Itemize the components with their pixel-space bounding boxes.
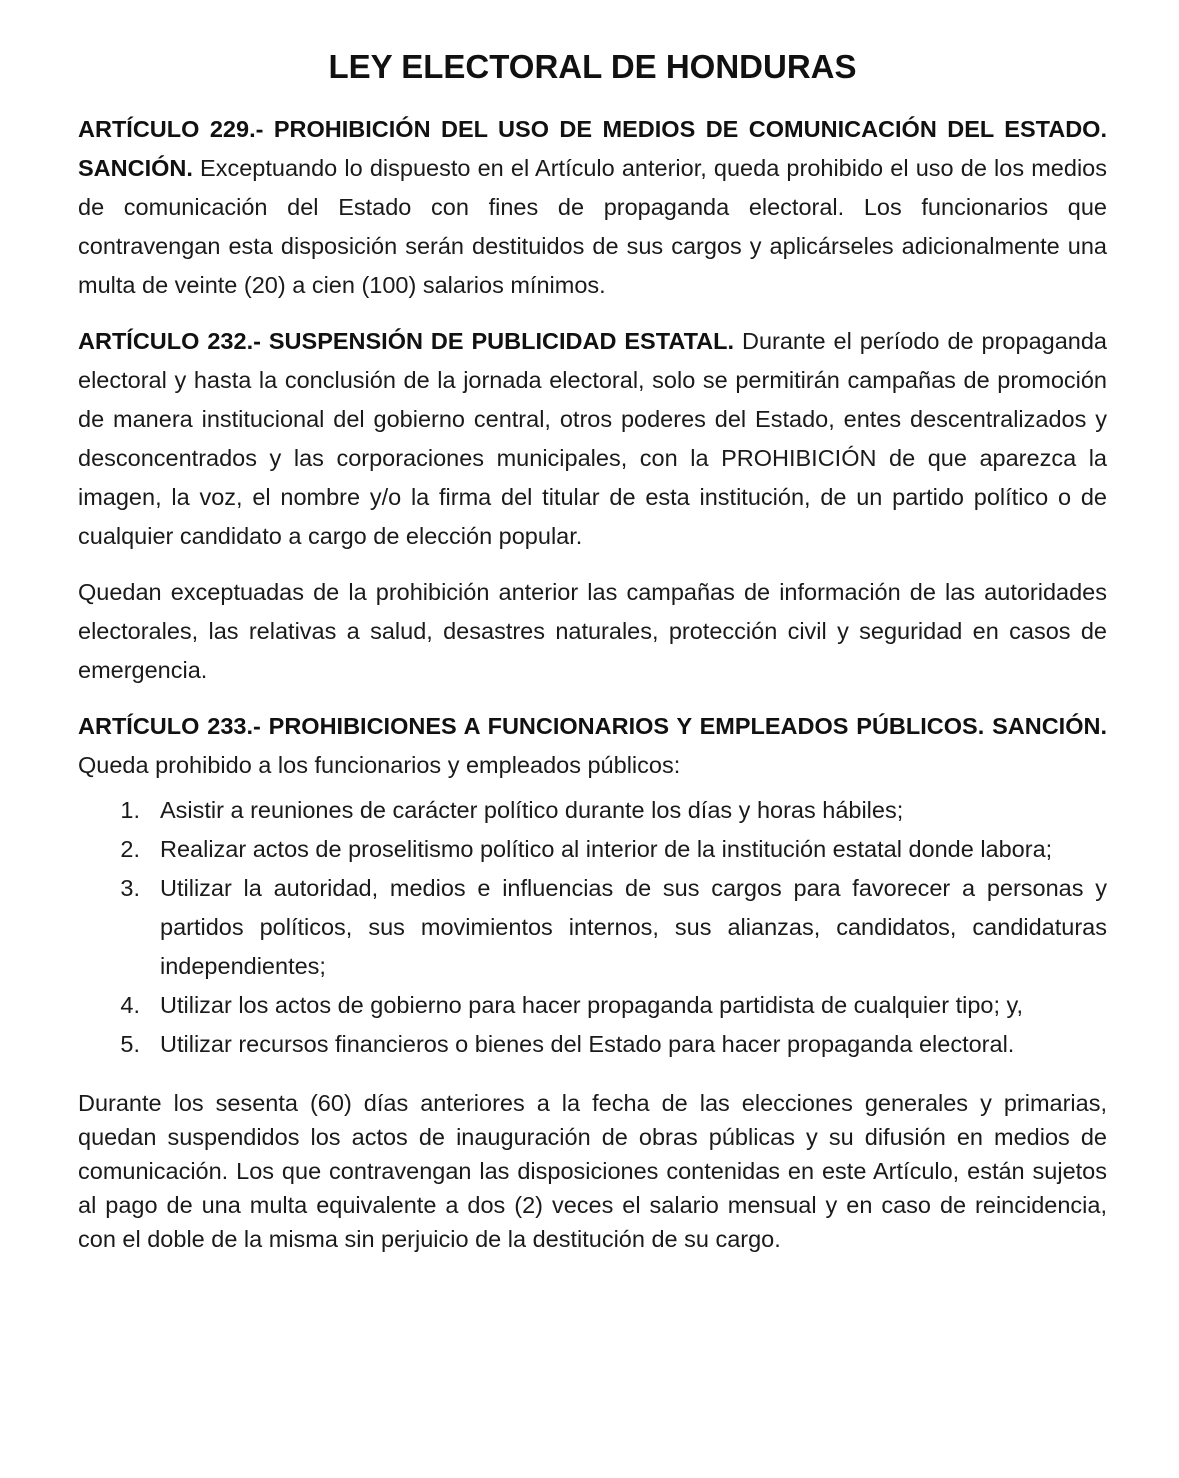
article-232: [78, 322, 1107, 556]
list-item: [78, 830, 1107, 869]
list-item: [78, 869, 1107, 986]
article-232-exceptions: Quedan exceptuadas de la prohibición anterior las campañas de información de las autoridades electorales, las relativas a salud, desastres naturales, protección civil y seguridad en casos de emergencia.: [78, 579, 1107, 683]
list-item-number: 3.: [120, 875, 140, 901]
article-232-body: Durante el período de propaganda electoral y hasta la conclusión de la jornada electoral, solo se permitirán campañas de promoción de manera institucional del gobierno central, otros poderes del Estado, entes descentralizados y desconcentrados y las corporaciones municipales, con la PROHIBICIÓN de que aparezca la imagen, la voz, el nombre y/o la firma del titular de esta institución, de un partido político o de cualquier candidato a cargo de elección popular.: [78, 328, 1107, 549]
article-233: [78, 707, 1107, 785]
article-232-heading: ARTÍCULO 232.- SUSPENSIÓN DE PUBLICIDAD ESTATAL.: [78, 328, 735, 354]
list-item-text: Realizar actos de proselitismo político al interior de la institución estatal donde labora;: [160, 836, 1053, 862]
list-item-text: Utilizar recursos financieros o bienes del Estado para hacer propaganda electoral.: [160, 1031, 1015, 1057]
list-item-number: 5.: [120, 1031, 140, 1057]
article-233-heading: ARTÍCULO 233.- PROHIBICIONES A FUNCIONARIOS Y EMPLEADOS PÚBLICOS. SANCIÓN.: [78, 713, 1107, 739]
prohibitions-list: [78, 791, 1107, 1064]
list-item-text: Utilizar los actos de gobierno para hacer propaganda partidista de cualquier tipo; y,: [160, 992, 1024, 1018]
document-title: LEY ELECTORAL DE HONDURAS: [328, 48, 857, 85]
list-item-text: Asistir a reuniones de carácter político durante los días y horas hábiles;: [160, 797, 904, 823]
article-229-heading: ARTÍCULO 229.- PROHIBICIÓN DEL USO DE MEDIOS DE COMUNICACIÓN DEL ESTADO. SANCIÓN.: [78, 116, 1107, 181]
article-229-body: Exceptuando lo dispuesto en el Artículo anterior, queda prohibido el uso de los medios de comunicación del Estado con fines de propaganda electoral. Los funcionarios que contravengan esta disposición serán destituidos de sus cargos y aplicárseles adicionalmente una multa de veinte (20) a cien (100) salarios mínimos.: [78, 155, 1107, 298]
list-item-number: 4.: [120, 992, 140, 1018]
list-item-number: 2.: [120, 836, 140, 862]
list-item-text: Utilizar la autoridad, medios e influencias de sus cargos para favorecer a personas y partidos políticos, sus movimientos internos, sus alianzas, candidatos, candidaturas independientes;: [160, 875, 1107, 979]
list-item: [78, 1025, 1107, 1064]
article-233-body: Queda prohibido a los funcionarios y empleados públicos:: [78, 752, 681, 778]
article-229: [78, 110, 1107, 305]
article-233-closing: Durante los sesenta (60) días anteriores a la fecha de las elecciones generales y primarias, quedan suspendidos los actos de inauguración de obras públicas y su difusión en medios de comunicación. Los que contravengan las disposiciones contenidas en este Artículo, están sujetos al pago de una multa equivalente a dos (2) veces el salario mensual y en caso de reincidencia, con el doble de la misma sin perjuicio de la destitución de su cargo.: [78, 1090, 1107, 1252]
list-item: [78, 986, 1107, 1025]
list-item-number: 1.: [120, 797, 140, 823]
list-item: [78, 791, 1107, 830]
